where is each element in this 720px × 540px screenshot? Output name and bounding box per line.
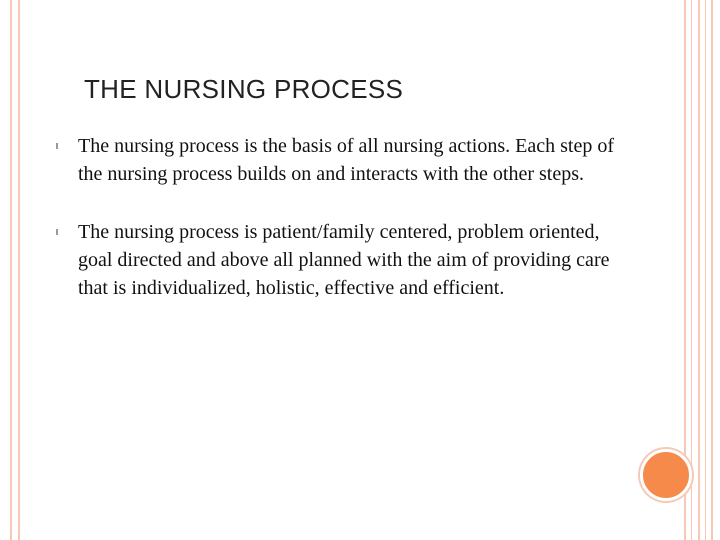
right-border-line — [691, 0, 692, 540]
bullet-icon — [56, 229, 58, 235]
right-border-line — [711, 0, 713, 540]
bullet-item — [50, 218, 630, 302]
bullet-text: The nursing process is patient/family centered, problem oriented, goal directed and above all planned with the aim of providing care that is individualized, holistic, effective and efficient. — [78, 221, 610, 299]
bullet-icon — [56, 143, 58, 149]
accent-circle — [640, 449, 692, 501]
slide-title: THE NURSING PROCESS — [84, 74, 404, 104]
bullet-list — [50, 132, 630, 332]
left-border-line-inner — [18, 0, 20, 540]
right-border-line — [705, 0, 706, 540]
left-border-line — [10, 0, 12, 540]
right-border-line — [698, 0, 700, 540]
bullet-text: The nursing process is the basis of all nursing actions. Each step of the nursing process builds on and interacts with the other steps. — [78, 135, 614, 185]
bullet-item — [50, 132, 630, 188]
